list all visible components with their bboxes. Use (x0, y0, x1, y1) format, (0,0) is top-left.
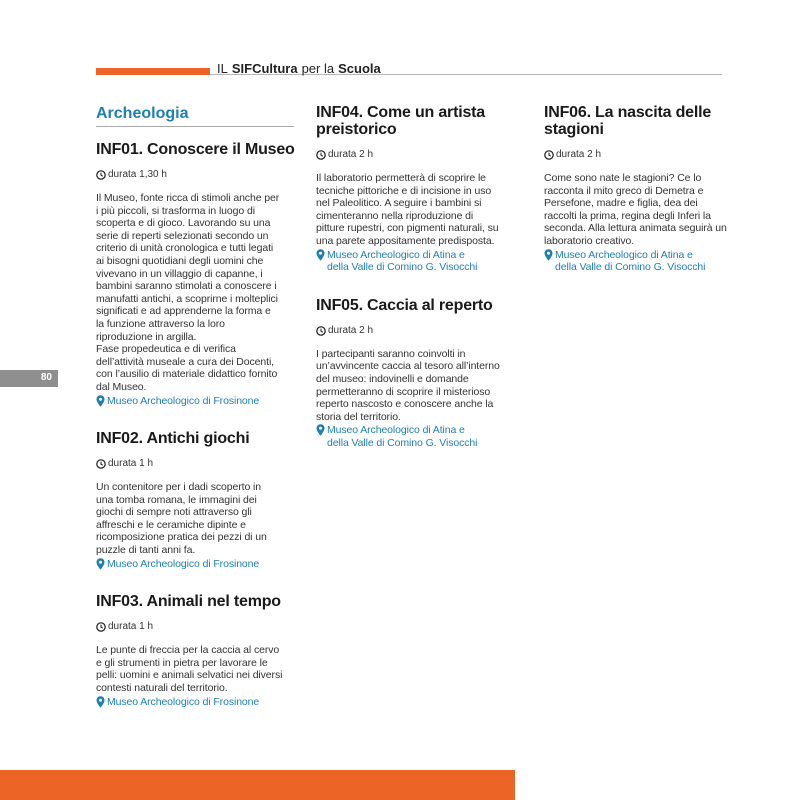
clock-icon (316, 150, 326, 160)
activity-location[interactable] (96, 395, 296, 408)
duration-text: durata 2 h (328, 324, 374, 336)
map-pin-icon (96, 558, 105, 570)
activity-description: Un contenitore per i dadi scoperto in una tomba romana, le immagini dei giochi di sempre noti attraverso gli affreschi e le ceramiche dipinte e ricomposizione pratica dei pezzi di un puzzle di tanti anni fa. (96, 481, 267, 557)
footer-accent-bar (0, 770, 515, 800)
activity-title: INF02. Antichi giochi (96, 430, 250, 448)
activity-description: I partecipanti saranno coinvolti in un’avvincente caccia al tesoro all’interno del museo: indovinelli e domande permetteranno di scoprire il misterioso reperto nascosto e conoscere anche la storia del territorio. (316, 347, 500, 423)
clock-icon (96, 622, 106, 632)
location-text[interactable]: Museo Archeologico di Atina e della Valle di Comino G. Visocchi (327, 424, 478, 449)
activity-title: INF04. Come un artista preistorico (316, 104, 485, 138)
activity-location[interactable] (316, 249, 518, 274)
location-text[interactable]: Museo Archeologico di Frosinone (107, 394, 260, 407)
activity-card-inf05 (316, 297, 518, 450)
map-pin-icon (316, 249, 325, 261)
location-text[interactable]: Museo Archeologico di Atina e della Valle di Comino G. Visocchi (327, 248, 478, 274)
map-pin-icon (96, 395, 105, 407)
activity-location[interactable] (316, 424, 518, 449)
activity-description: Come sono nate le stagioni? Ce lo racconta il mito greco di Demetra e Persefone, madre e figlia, dea dei raccolti la prima, regina degli Inferi la seconda. Alla lettura animata seguirà un laboratorio creativo. (544, 172, 727, 247)
clock-icon (96, 170, 106, 180)
running-header (217, 61, 381, 76)
duration-text: durata 2 h (556, 149, 602, 160)
map-pin-icon (316, 424, 325, 436)
activity-card-inf01 (96, 141, 296, 407)
header-accent-bar (96, 68, 210, 75)
header-middle: per la (301, 61, 335, 76)
activity-card-inf06 (544, 104, 744, 274)
activity-duration (316, 149, 518, 161)
location-text[interactable]: Museo Archeologico di Atina e della Valle di Comino G. Visocchi (555, 248, 706, 274)
page-number-tab (0, 370, 58, 387)
activity-title: INF03. Animali nel tempo (96, 593, 281, 611)
activity-card-inf03 (96, 593, 296, 708)
activity-title: INF05. Caccia al reperto (316, 296, 493, 314)
duration-text: durata 1 h (108, 621, 154, 633)
activity-location[interactable] (544, 249, 744, 274)
activity-description: Il laboratorio permetterà di scoprire le tecniche pittoriche e di incisione in uso nel Paleolitico. A seguire i bambini si cimenteranno nella riproduzione di pitture rupestri, con pigmenti naturali, su una parete appositamente predisposta. (316, 172, 499, 247)
activity-location[interactable] (96, 558, 296, 571)
section-rule (96, 126, 294, 127)
activity-card-inf02 (96, 430, 296, 570)
map-pin-icon (544, 249, 553, 261)
activity-title: INF06. La nascita delle stagioni (544, 104, 712, 138)
header-brand-cultura: Cultura (252, 61, 298, 76)
column-3 (544, 104, 744, 274)
section-title: Archeologia (96, 105, 189, 122)
activity-duration (96, 169, 296, 181)
location-text[interactable]: Museo Archeologico di Frosinone (107, 695, 260, 708)
page-number: 80 (40, 372, 52, 383)
activity-description: Il Museo, fonte ricca di stimoli anche per i più piccoli, si trasforma in luogo di scoperta e di gioco. Lavorando su una serie di reperti selezionati secondo un criterio di unità cronologica e tutti legati ai bisogni quotidiani degli uomini che vivevano in un villaggio di capanne, i bambini saranno stimolati a conoscere i manufatti antichi, a scoprirne i molteplici significati e ad apprenderne la forma e la funzione attraverso la loro riproduzione in argilla. Fase propedeutica e di verifica dell’attività museale a cura dei Docenti, con l’ausilio di materiale didattico fornito dal Museo. (96, 192, 280, 393)
map-pin-icon (96, 696, 105, 708)
activity-card-inf04 (316, 104, 518, 274)
activity-location[interactable] (96, 696, 296, 709)
duration-text: durata 1 h (108, 458, 154, 470)
column-2 (316, 104, 518, 450)
duration-text: durata 2 h (328, 149, 374, 160)
activity-title: INF01. Conoscere il Museo (96, 141, 295, 158)
duration-text: durata 1,30 h (108, 169, 167, 180)
location-text[interactable]: Museo Archeologico di Frosinone (107, 557, 260, 570)
activity-duration (544, 149, 744, 161)
activity-description: Le punte di freccia per la caccia al cervo e gli strumenti in pietra per lavorare le pelli: uomini e animali selvatici nei diversi contesti naturali del territorio. (96, 644, 283, 695)
activity-duration (316, 325, 518, 337)
clock-icon (316, 326, 326, 336)
column-1 (96, 104, 296, 708)
header-school: Scuola (338, 61, 381, 76)
header-brand-sif: SIF (231, 61, 253, 76)
clock-icon (544, 150, 554, 160)
header-prefix: IL (217, 61, 228, 76)
activity-duration (96, 458, 296, 470)
activity-duration (96, 621, 296, 633)
clock-icon (96, 459, 106, 469)
